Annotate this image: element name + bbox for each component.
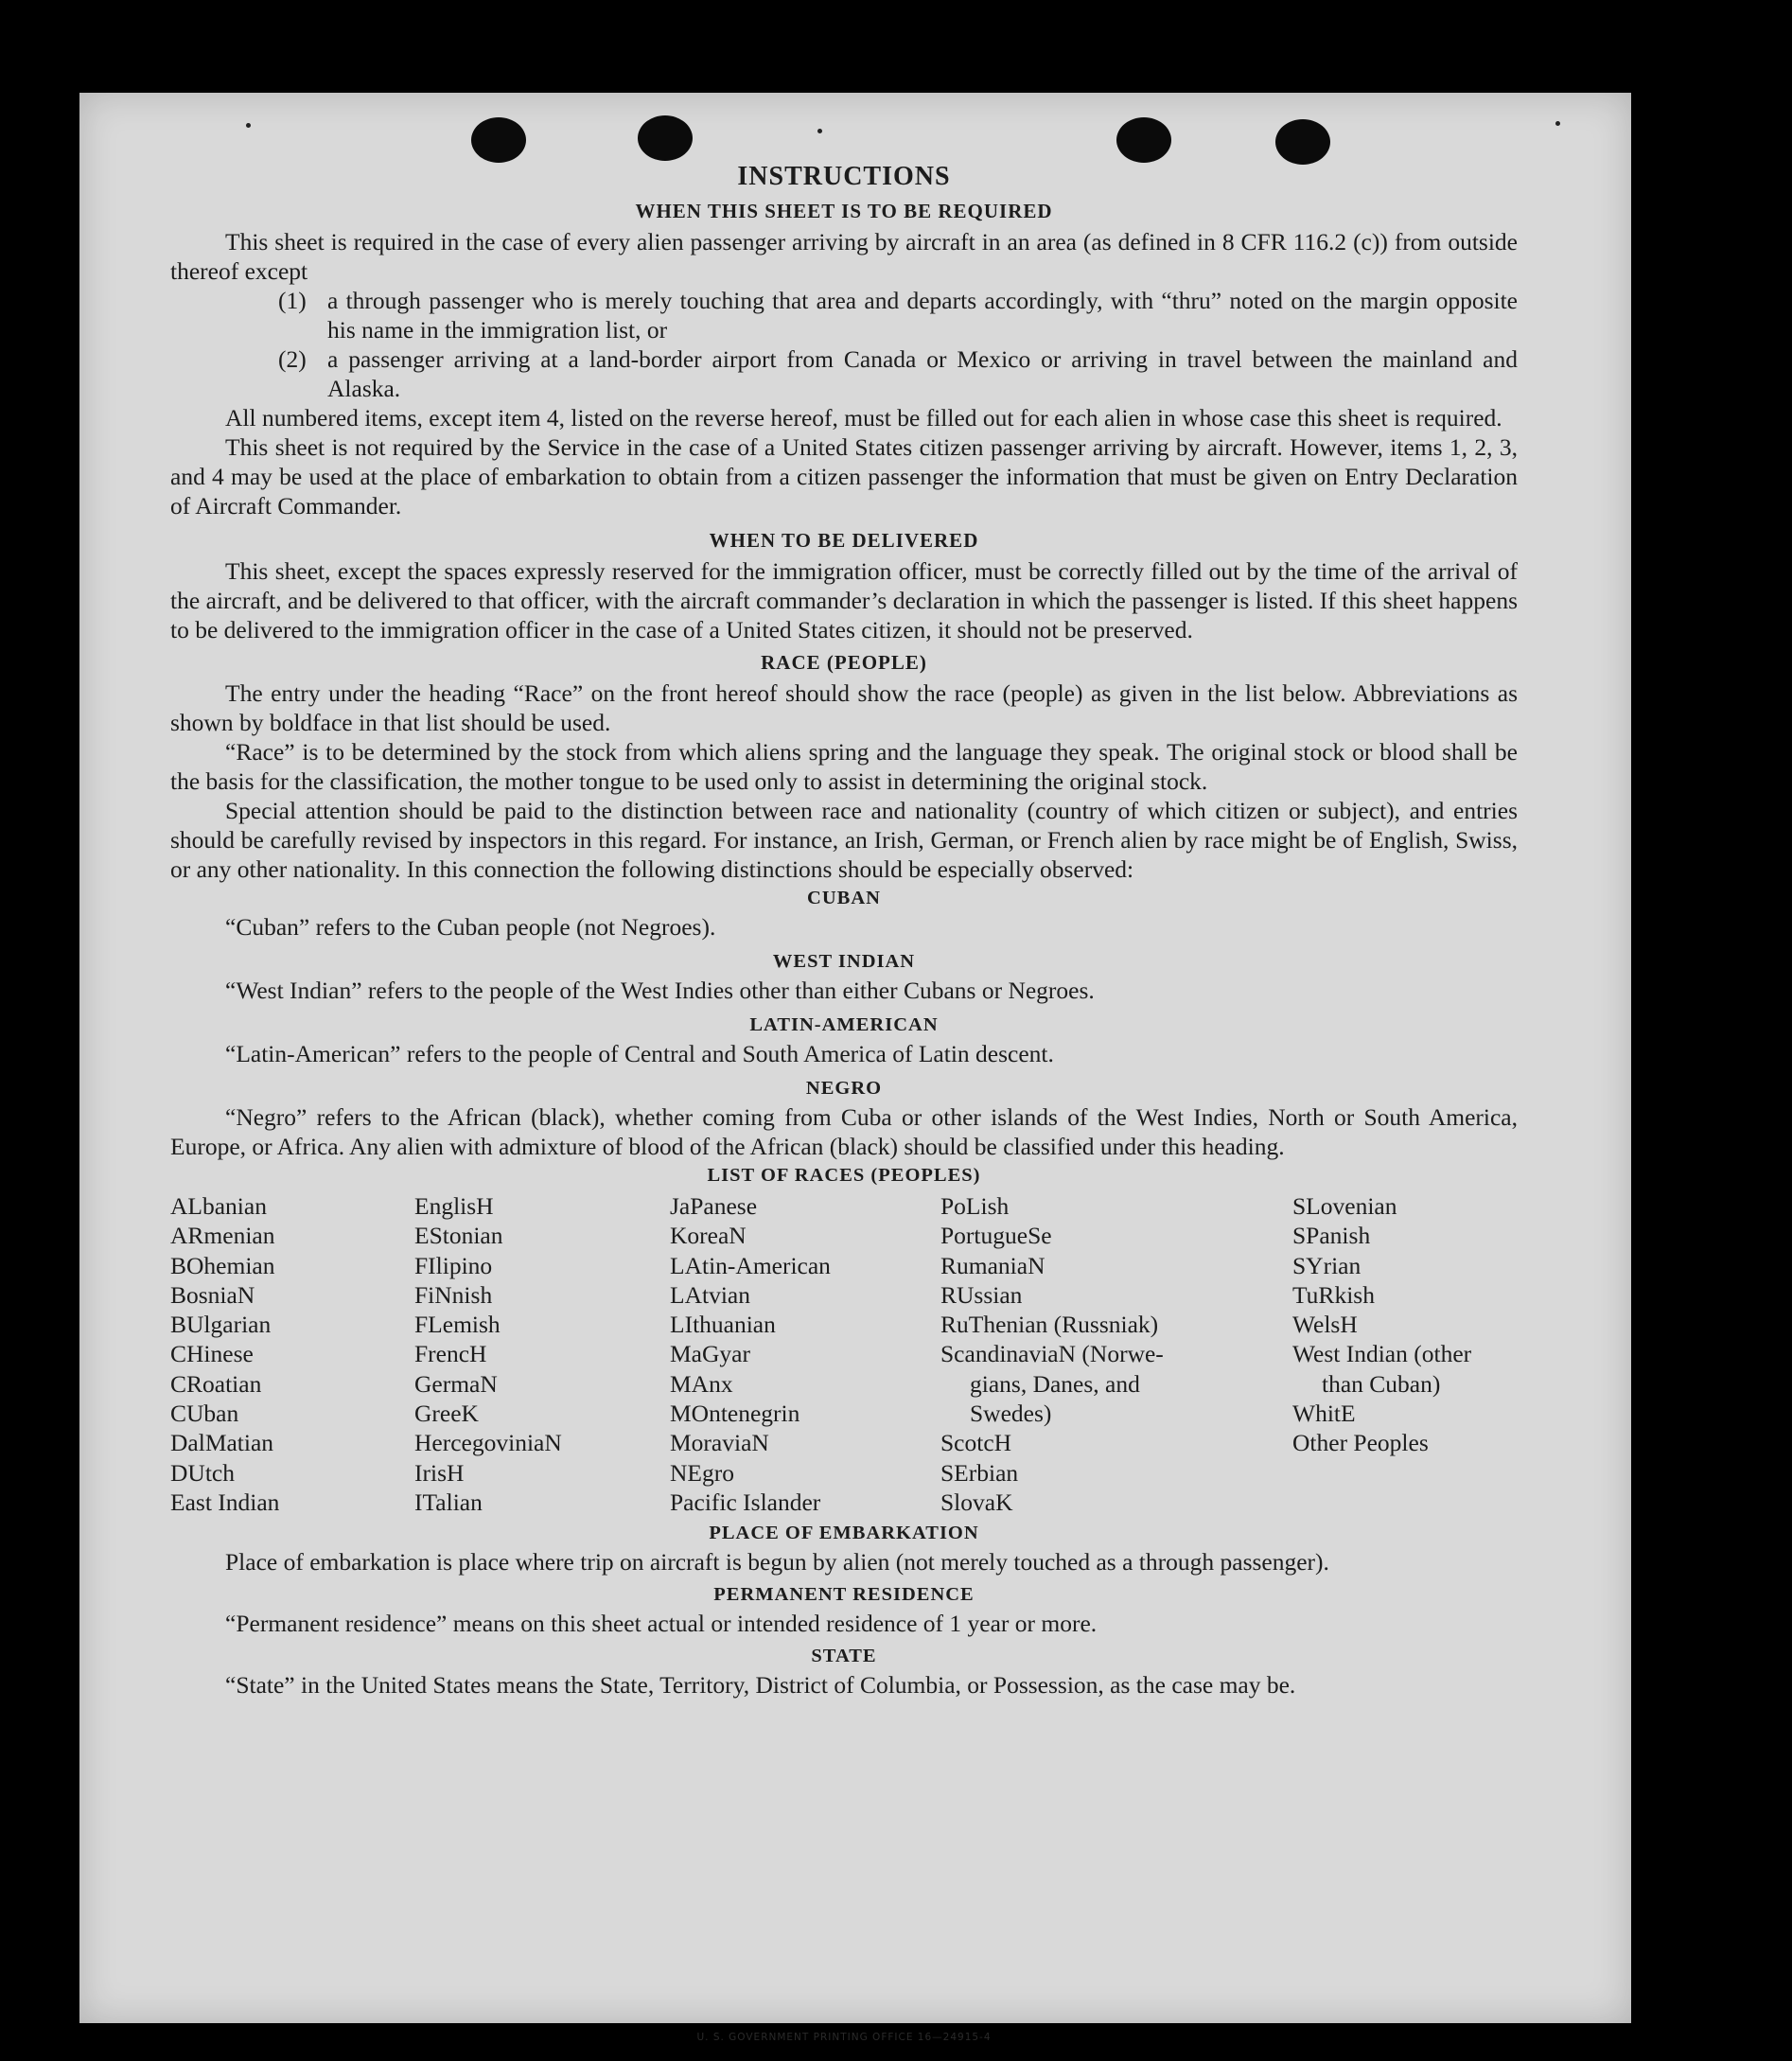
paragraph: Place of embarkation is place where trip on aircraft is begun by alien (not merely touched as a through passenger). (225, 1548, 1329, 1577)
race-entry: SlovaK (940, 1488, 1013, 1516)
race-entry: ALbanian (170, 1192, 267, 1220)
race-entry: FIlipino (414, 1251, 493, 1279)
race-entry: CRoatian (170, 1369, 262, 1398)
race-entry: WelsH (1292, 1311, 1358, 1339)
race-entry: LAtin-American (670, 1251, 831, 1279)
punch-hole (1116, 117, 1171, 163)
race-entry: CUban (170, 1400, 239, 1428)
race-entry: BUlgarian (170, 1311, 272, 1339)
race-entry: ScandinaviaN (Norwe- (940, 1340, 1164, 1368)
race-entry: MoraviaN (670, 1429, 769, 1457)
list-item (278, 344, 1518, 403)
list-item (278, 286, 1518, 344)
race-entry: West Indian (other (1292, 1340, 1472, 1368)
race-entry: SErbian (940, 1458, 1019, 1487)
race-entry: FrencH (414, 1340, 487, 1368)
section-heading: PLACE OF EMBARKATION (709, 1523, 979, 1544)
item-number: (1) (278, 287, 307, 314)
race-entry: than Cuban) (1322, 1369, 1441, 1398)
races-column (940, 1191, 1292, 1517)
paragraph: Special attention should be paid to the distinction between race and nationality (country of which citizen or subject), and entries should be carefully revised by inspectors in this regard. For instance, an Irish, German, or French alien by race might be of English, Swiss, or any other nationality. In this connection the following distinctions should be especially observed: (170, 797, 1518, 883)
race-entry: FiNnish (414, 1280, 493, 1309)
paragraph: “State” in the United States means the State, Territory, District of Columbia, or Possession, as the case may be. (225, 1671, 1296, 1700)
race-entry: SYrian (1292, 1251, 1362, 1279)
race-entry: Swedes) (970, 1400, 1052, 1428)
race-entry: ARmenian (170, 1222, 275, 1250)
races-column (1292, 1191, 1525, 1517)
races-list (170, 1191, 1518, 1517)
race-entry: LAtvian (670, 1280, 750, 1309)
race-entry: ITalian (414, 1488, 483, 1516)
item-text: a passenger arriving at a land-border airport from Canada or Mexico or arriving in travel between the mainland and Alaska. (327, 345, 1518, 402)
ink-speck (817, 129, 822, 133)
section-heading: WEST INDIAN (772, 951, 916, 972)
race-entry: Pacific Islander (670, 1488, 821, 1516)
races-column (170, 1191, 414, 1517)
paragraph: This sheet is not required by the Service in the case of a United States citizen passenger arriving by aircraft. However, items 1, 2, 3, and 4 may be used at the place of embarkation to obtain from a citizen passenger the information that must be given on Entry Declaration of Aircraft Commander. (170, 433, 1518, 520)
race-entry: SPanish (1292, 1222, 1371, 1250)
punch-hole (638, 115, 693, 161)
race-entry: BosniaN (170, 1280, 255, 1309)
race-entry: PortugueSe (940, 1222, 1052, 1250)
race-entry: SLovenian (1292, 1192, 1397, 1220)
race-entry: DalMatian (170, 1429, 274, 1457)
race-entry: LIthuanian (670, 1311, 776, 1339)
paragraph: “Latin-American” refers to the people of Central and South America of Latin descent. (225, 1040, 1054, 1067)
paragraph: All numbered items, except item 4, listed on the reverse hereof, must be filled out for each alien in whose case this sheet is required. (225, 404, 1502, 432)
races-column (670, 1191, 940, 1517)
race-entry: GermaN (414, 1369, 498, 1398)
race-entry: Other Peoples (1292, 1429, 1429, 1457)
section-heading: PERMANENT RESIDENCE (713, 1584, 975, 1606)
race-entry: CHinese (170, 1340, 254, 1368)
race-entry: EStonian (414, 1222, 503, 1250)
item-number: (2) (278, 345, 307, 373)
race-entry: East Indian (170, 1488, 280, 1516)
paragraph: “Race” is to be determined by the stock from which aliens spring and the language they speak. The original stock or blood shall be the basis for the classification, the mother tongue to be used only to assist in determining the original stock. (170, 738, 1518, 795)
race-entry: JaPanese (670, 1192, 758, 1220)
section-heading: WHEN THIS SHEET IS TO BE REQUIRED (635, 200, 1053, 222)
race-entry: TuRkish (1292, 1280, 1375, 1309)
paragraph: This sheet is required in the case of every alien passenger arriving by aircraft in an area (as defined in 8 CFR 116.2 (c)) from outside thereof except (170, 228, 1518, 285)
races-column (414, 1191, 670, 1517)
race-entry: BOhemian (170, 1251, 275, 1279)
race-entry: gians, Danes, and (970, 1369, 1140, 1398)
ink-speck (1555, 121, 1560, 126)
paragraph: The entry under the heading “Race” on the front hereof should show the race (people) as given in the list below. Abbreviations as shown by boldface in that list should be used. (170, 679, 1518, 736)
race-entry: RUssian (940, 1280, 1023, 1309)
paragraph: “Permanent residence” means on this sheet actual or intended residence of 1 year or more. (225, 1610, 1098, 1638)
section-heading: RACE (PEOPLE) (761, 651, 927, 674)
paragraph: “Negro” refers to the African (black), whether coming from Cuba or other islands of the West Indies, North or South America, Europe, or Africa. Any alien with admixture of blood of the African (black) should be classified under this heading. (170, 1103, 1518, 1160)
section-heading: CUBAN (807, 888, 881, 908)
ink-speck (246, 123, 251, 128)
section-heading: STATE (811, 1646, 877, 1667)
section-heading: LATIN-AMERICAN (749, 1014, 939, 1035)
race-entry: ScotcH (940, 1429, 1012, 1457)
race-entry: NEgro (670, 1458, 734, 1487)
paragraph: “West Indian” refers to the people of the West Indies other than either Cubans or Negroes. (225, 977, 1095, 1004)
race-entry: EnglisH (414, 1192, 494, 1220)
race-entry: KoreaN (670, 1222, 747, 1250)
printer-imprint: U. S. GOVERNMENT PRINTING OFFICE 16—24915-4 (696, 2032, 992, 2043)
race-entry: MAnx (670, 1369, 733, 1398)
race-entry: MaGyar (670, 1340, 750, 1368)
race-entry: GreeK (414, 1400, 479, 1428)
instructions-body (170, 161, 1518, 2043)
item-text: a through passenger who is merely touching that area and departs accordingly, with “thru” noted on the margin opposite his name in the immigration list, or (327, 287, 1518, 344)
punch-hole (1275, 119, 1330, 165)
paragraph: “Cuban” refers to the Cuban people (not Negroes). (225, 913, 716, 941)
race-entry: FLemish (414, 1311, 501, 1339)
race-entry: MOntenegrin (670, 1400, 800, 1428)
punch-hole (471, 117, 526, 163)
race-entry: HercegoviniaN (414, 1429, 562, 1457)
page-title: INSTRUCTIONS (737, 162, 951, 191)
race-entry: IrisH (414, 1458, 465, 1487)
race-entry: PoLish (940, 1192, 1010, 1220)
section-heading: WHEN TO BE DELIVERED (709, 529, 979, 552)
paragraph: This sheet, except the spaces expressly reserved for the immigration officer, must be correctly filled out by the time of the arrival of the aircraft, and be delivered to that officer, with the aircraft commander’s declaration in which the passenger is listed. If this sheet happens to be delivered to the immigration officer in the case of a United States citizen, it should not be preserved. (170, 557, 1518, 643)
race-entry: DUtch (170, 1458, 235, 1487)
race-entry: RumaniaN (940, 1251, 1045, 1279)
document-sheet (79, 93, 1631, 2043)
section-heading: NEGRO (805, 1078, 883, 1099)
section-heading: LIST OF RACES (PEOPLES) (707, 1165, 981, 1186)
race-entry: RuThenian (Russniak) (940, 1311, 1159, 1339)
race-entry: WhitE (1292, 1400, 1356, 1428)
